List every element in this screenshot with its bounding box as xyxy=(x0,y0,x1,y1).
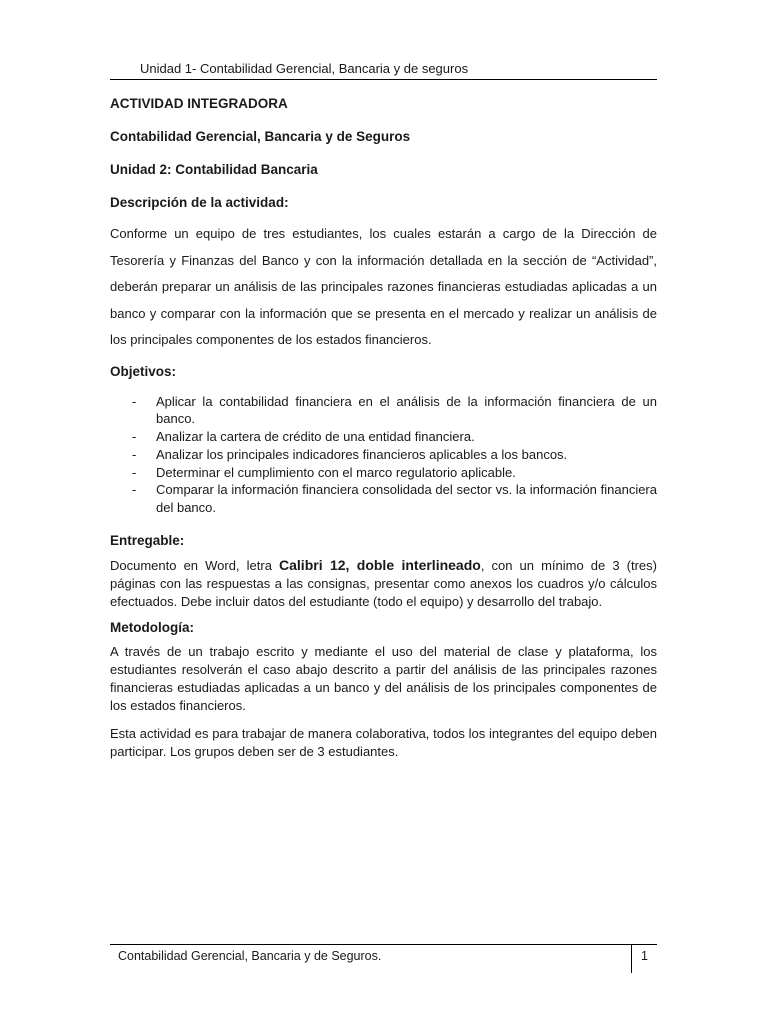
methodology-paragraph: A través de un trabajo escrito y mediante el uso del material de clase y plataforma, los estudiantes resolverán el caso abajo descrito a partir del análisis de las principales razones financieras estudiadas aplicadas a un banco y del análisis de los principales componentes de los estados financieros. xyxy=(110,644,657,714)
deliverable-text-start: Documento en Word, letra xyxy=(110,558,280,574)
course-title: Contabilidad Gerencial, Bancaria y de Seguros xyxy=(110,129,411,144)
methodology-paragraph: Esta actividad es para trabajar de manera colaborativa, todos los integrantes del equipo deben participar. Los grupos deben ser de 3 estudiantes. xyxy=(110,726,657,760)
document-title: ACTIVIDAD INTEGRADORA xyxy=(110,96,288,111)
unit-title: Unidad 2: Contabilidad Bancaria xyxy=(110,162,318,177)
objective-item: - Aplicar la contabilidad financiera en el análisis de la información financiera de un banco. xyxy=(110,393,657,429)
objective-item: - Determinar el cumplimiento con el marco regulatorio aplicable. xyxy=(110,464,657,482)
page-footer xyxy=(110,944,657,973)
objective-item: - Analizar la cartera de crédito de una entidad financiera. xyxy=(110,428,657,446)
footer-text: Contabilidad Gerencial, Bancaria y de Seguros. xyxy=(118,949,382,963)
objectives-heading: Objetivos: xyxy=(110,363,177,379)
objective-item: - Analizar los principales indicadores financieros aplicables a los bancos. xyxy=(110,446,657,464)
description-heading: Descripción de la actividad: xyxy=(110,195,289,210)
objective-item: - Comparar la información financiera consolidada del sector vs. la información financiera del banco. xyxy=(110,481,657,517)
document-body xyxy=(110,96,657,761)
deliverable-text-end: , con un mínimo de 3 (tres) páginas con las respuestas a las consignas, presentar como anexos los cuadros y/o cálculos efectuados. Debe incluir datos del estudiante (todo el equipo) y desarrollo del trabajo. xyxy=(110,558,657,610)
deliverable-heading: Entregable: xyxy=(110,533,185,549)
methodology-heading: Metodología: xyxy=(110,620,194,636)
page-header xyxy=(110,60,657,80)
deliverable-text xyxy=(110,556,657,611)
footer-divider xyxy=(631,945,632,973)
description-text: Conforme un equipo de tres estudiantes, los cuales estarán a cargo de la Dirección de Tesorería y Finanzas del Banco y con la información detallada en la sección de “Actividad”, deberán preparar un análisis de las principales razones financieras estudiadas aplicadas a un banco y comparar con la información que se presenta en el mercado y realizar un análisis de los principales componentes de los estados financieros. xyxy=(110,226,657,347)
objectives-list xyxy=(110,393,657,518)
header-text: Unidad 1- Contabilidad Gerencial, Bancaria y de seguros xyxy=(140,61,469,76)
deliverable-font-requirement: Calibri 12, doble interlineado xyxy=(279,557,481,574)
page-number: 1 xyxy=(641,949,648,963)
